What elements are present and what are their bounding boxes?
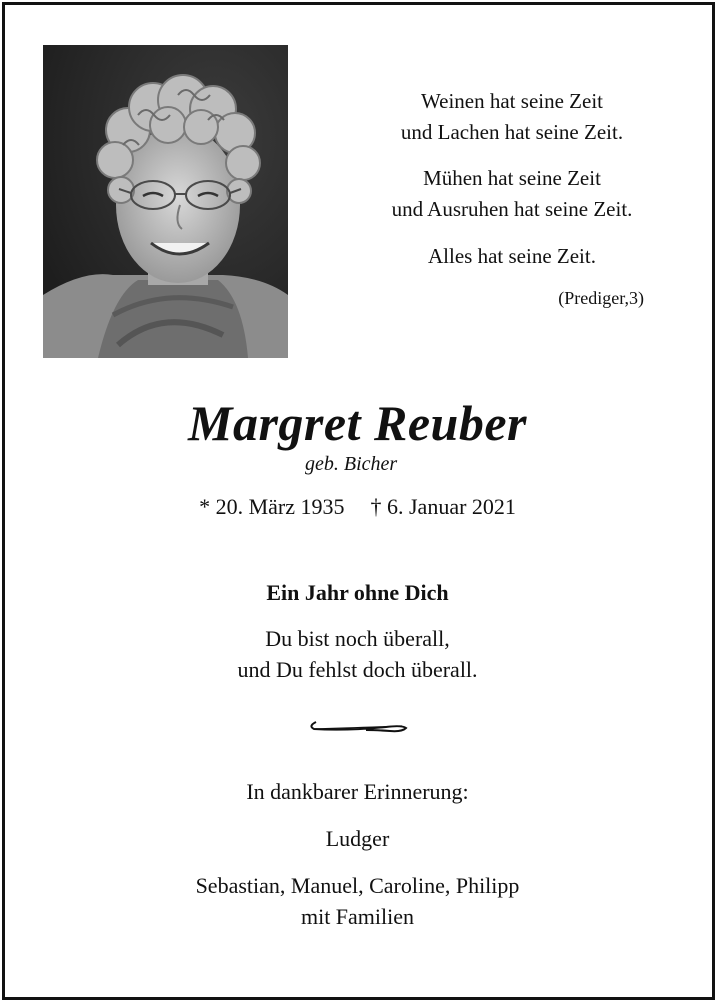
verse-stanza-2 bbox=[322, 163, 702, 225]
memorial-text bbox=[0, 623, 715, 685]
deceased-name: Margret Reuber bbox=[188, 395, 527, 451]
memorial-heading: Ein Jahr ohne Dich bbox=[266, 580, 449, 605]
portrait-photo bbox=[43, 45, 288, 358]
mourners-intro: In dankbarer Erinnerung: bbox=[246, 779, 469, 804]
mourners-line: Sebastian, Manuel, Caroline, Philipp bbox=[195, 873, 520, 898]
verse-line: und Lachen hat seine Zeit. bbox=[400, 120, 624, 144]
mourners-list bbox=[0, 870, 715, 932]
memorial-line: Du bist noch überall, bbox=[265, 626, 450, 651]
mourner-name: Ludger bbox=[325, 826, 390, 851]
memorial-line: und Du fehlst doch überall. bbox=[237, 657, 478, 682]
verse-line: Weinen hat seine Zeit bbox=[421, 89, 603, 113]
maiden-name: geb. Bicher bbox=[305, 453, 398, 475]
verse-citation: (Prediger,3) bbox=[558, 288, 644, 308]
life-dates bbox=[0, 494, 715, 520]
mourners-line: mit Familien bbox=[300, 904, 415, 929]
death-date: † 6. Januar 2021 bbox=[370, 494, 516, 519]
verse-stanza-1 bbox=[322, 86, 702, 148]
verse-line: Mühen hat seine Zeit bbox=[423, 166, 601, 190]
birth-date: * 20. März 1935 bbox=[199, 494, 345, 519]
verse-line: und Ausruhen hat seine Zeit. bbox=[391, 197, 633, 221]
ornament-divider bbox=[306, 716, 410, 736]
verse-line-3: Alles hat seine Zeit. bbox=[428, 244, 596, 268]
